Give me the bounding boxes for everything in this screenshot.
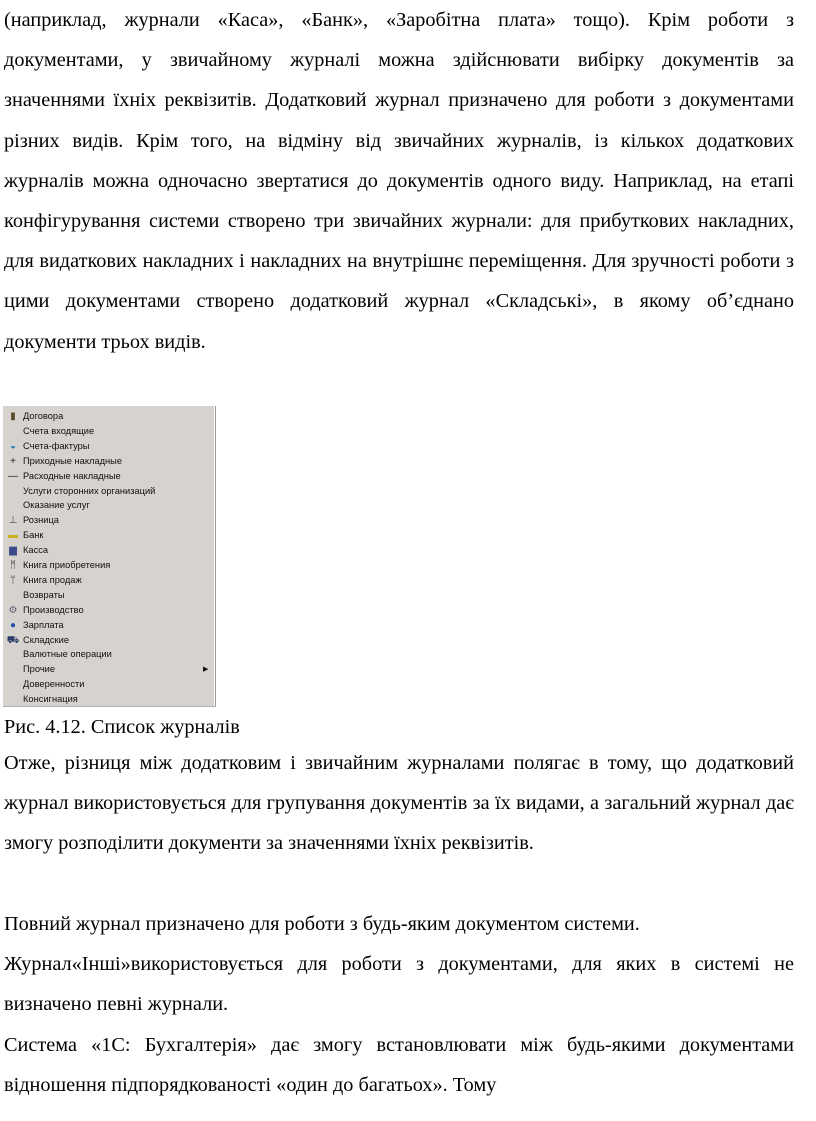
- menu-item-label: Розница: [23, 515, 59, 526]
- menu-item-label: Доверенности: [23, 679, 85, 690]
- sales-book-icon: ᛘ: [10, 574, 16, 586]
- empty-icon-slot: [6, 486, 20, 497]
- menu-item-label: Прочие: [23, 664, 56, 675]
- menu-item-label: Расходные накладные: [23, 470, 121, 481]
- menu-item-label: Касса: [23, 545, 49, 556]
- menu-item[interactable]: [3, 603, 215, 618]
- menu-item[interactable]: [3, 647, 215, 662]
- empty-icon-slot: [6, 664, 20, 675]
- empty-icon-slot: [6, 649, 20, 660]
- plus-icon: +: [10, 455, 16, 467]
- menu-item-label: Банк: [23, 530, 44, 541]
- menu-item-label: Консигнация: [23, 694, 78, 705]
- paragraph-other-journal: Журнал«Інші»використовується для роботи з документами, для яких в системі не визначено певні журнали.: [4, 953, 794, 1016]
- empty-icon-slot: [6, 500, 20, 511]
- menu-item[interactable]: [3, 558, 215, 573]
- submenu-arrow-icon: ▶: [203, 666, 209, 674]
- menu-item[interactable]: [3, 573, 215, 588]
- scales-icon: ⊥: [8, 515, 18, 527]
- menu-item[interactable]: [3, 484, 215, 499]
- menu-item[interactable]: [3, 498, 215, 513]
- menu-item[interactable]: [3, 633, 215, 648]
- minus-icon: —: [8, 470, 18, 482]
- invoice-icon: ◒: [9, 440, 17, 452]
- menu-item-label: Оказание услуг: [23, 500, 90, 511]
- menu-item-label: Услуги сторонних организаций: [23, 485, 156, 496]
- menu-item-label: Зарплата: [23, 619, 64, 630]
- empty-icon-slot: [6, 426, 20, 437]
- menu-item-label: Договора: [23, 411, 64, 421]
- warehouse-icon: ⛟: [6, 634, 20, 646]
- menu-item[interactable]: [3, 439, 215, 454]
- menu-item[interactable]: [3, 618, 215, 633]
- empty-icon-slot: [6, 590, 20, 601]
- production-icon: ⚙: [8, 604, 18, 616]
- menu-item[interactable]: [3, 677, 215, 692]
- menu-item[interactable]: [3, 692, 215, 707]
- money-icon: ▬: [8, 530, 18, 542]
- salary-icon: ●: [9, 619, 17, 631]
- menu-item-label: Счета входящие: [23, 425, 95, 436]
- paragraph-subordination: Система «1С: Бухгалтерія» дає змогу встановлювати між будь-якими документами відношення підпорядкованості «один до багатьох». Тому: [4, 1034, 794, 1097]
- menu-item[interactable]: [3, 409, 215, 424]
- figure-caption: Рис. 4.12. Список журналів: [4, 716, 240, 738]
- journal-list-menu: [3, 406, 216, 707]
- menu-item[interactable]: [3, 588, 215, 603]
- menu-item-label: Складские: [23, 634, 69, 645]
- paragraph-difference: Отже, різниця між додатковим і звичайним журналами полягає в тому, що додатковий журнал використовується для групування документів за їх видами, а загальний журнал дає змогу розподілити документи за значеннями їхніх реквізитів.: [4, 752, 794, 855]
- menu-item-label: Производство: [23, 604, 84, 615]
- menu-item-label: Книга приобретения: [23, 560, 111, 570]
- menu-item[interactable]: [3, 543, 215, 558]
- book-icon: ▮: [10, 411, 16, 422]
- menu-item-label: Приходные накладные: [23, 455, 123, 466]
- menu-item-label: Валютные операции: [23, 649, 112, 660]
- menu-item[interactable]: [3, 513, 215, 528]
- empty-icon-slot: [6, 679, 20, 690]
- menu-item-label: Счета-фактуры: [23, 440, 90, 451]
- cash-register-icon: ▆: [9, 545, 17, 557]
- menu-item[interactable]: [3, 528, 215, 543]
- paragraph-journals-description: (наприклад, журнали «Каса», «Банк», «Заробітна плата» тощо). Крім роботи з документами, у звичайному журналі можна здійснювати вибірку документів за значеннями їхніх реквізитів. Додатковий журнал призначено для роботи з документами різних видів. Крім того, на відміну від звичайних журналів, із кількох додаткових журналів можна одночасно звертатися до документів одного виду. Наприклад, на етапі конфігурування системи створено три звичайних журнали: для прибуткових накладних, для видаткових накладних і накладних на внутрішнє переміщення. Для зручності роботи з цими документами створено додатковий журнал «Складські», в якому об’єднано документи трьох видів.: [4, 9, 794, 353]
- empty-icon-slot: [6, 694, 20, 705]
- menu-item[interactable]: [3, 424, 215, 439]
- menu-item[interactable]: [3, 469, 215, 484]
- menu-item-label: Возвраты: [23, 589, 65, 600]
- menu-item[interactable]: [3, 662, 215, 677]
- paragraph-full-journal: Повний журнал призначено для роботи з будь-яким документом системи.: [4, 913, 640, 935]
- menu-item[interactable]: [3, 454, 215, 469]
- purchase-book-icon: ᛗ: [10, 560, 16, 571]
- menu-item-label: Книга продаж: [23, 574, 82, 585]
